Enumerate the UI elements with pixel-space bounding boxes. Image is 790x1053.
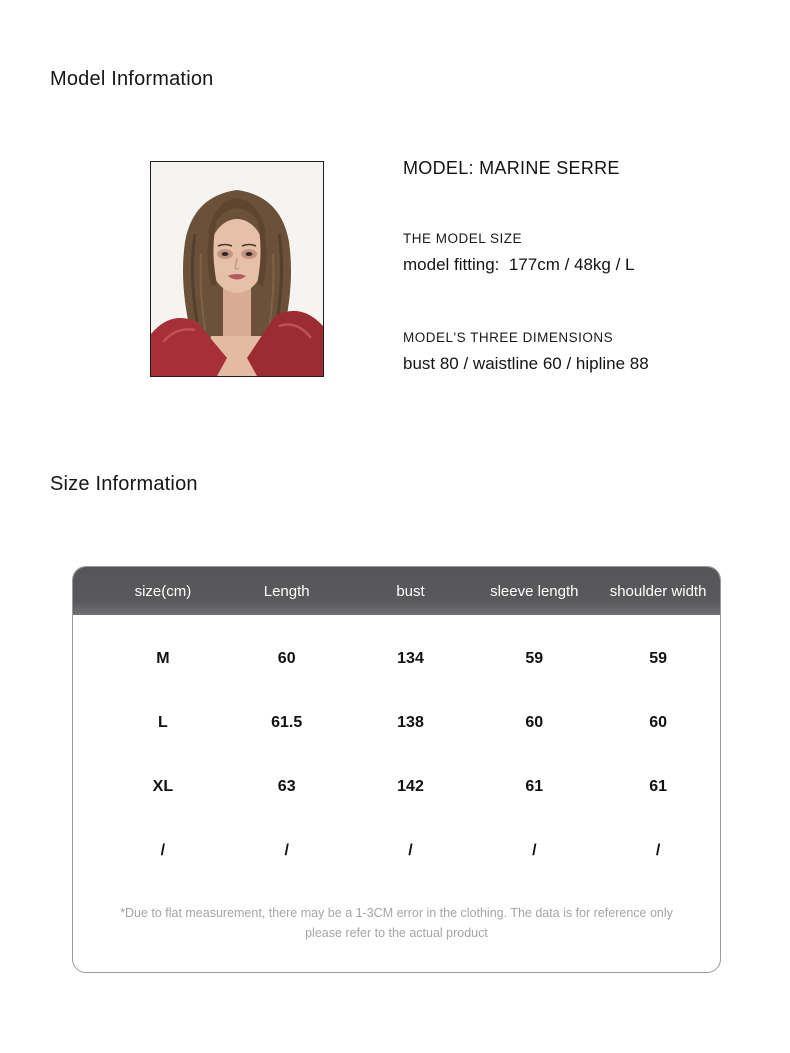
size-information-title: Size Information xyxy=(50,473,198,495)
size-cell: XL xyxy=(152,778,174,795)
model-portrait-image xyxy=(151,162,323,376)
size-cell: 134 xyxy=(397,650,424,667)
model-dimensions-value: bust 80 / waistline 60 / hipline 88 xyxy=(403,354,649,373)
size-cell: 61.5 xyxy=(271,714,303,731)
size-cell: / xyxy=(408,842,413,859)
size-cell: 61 xyxy=(649,778,667,795)
size-cell: 60 xyxy=(525,714,544,731)
size-cell: 60 xyxy=(277,650,296,667)
size-row-xl xyxy=(73,755,720,819)
size-cell: M xyxy=(156,650,170,667)
size-chart-header-row xyxy=(73,567,720,615)
column-header-shoulder-width: shoulder width xyxy=(609,582,707,600)
size-cell: 138 xyxy=(397,714,424,731)
measurement-disclaimer-line1: *Due to flat measurement, there may be a 1-3CM error in the clothing. The data is for reference only xyxy=(120,906,673,920)
model-size-label: THE MODEL SIZE xyxy=(403,231,523,246)
size-row-l xyxy=(73,691,720,755)
size-cell: / xyxy=(160,842,166,859)
size-chart-body xyxy=(73,615,720,883)
model-name-line: MODEL: MARINE SERRE xyxy=(403,158,620,178)
size-cell: 63 xyxy=(277,778,296,795)
size-cell: 142 xyxy=(397,778,424,795)
column-header-size: size(cm) xyxy=(134,582,192,600)
size-cell: L xyxy=(158,714,168,731)
measurement-disclaimer xyxy=(73,903,720,943)
size-row-empty xyxy=(73,819,720,883)
model-size-value: model fitting: 177cm / 48kg / L xyxy=(403,255,635,274)
model-dimensions-label: MODEL'S THREE DIMENSIONS xyxy=(403,330,614,345)
size-cell: 61 xyxy=(525,778,544,795)
size-cell: 59 xyxy=(525,650,544,667)
size-row-m xyxy=(73,627,720,691)
size-cell: 59 xyxy=(649,650,667,667)
column-header-bust: bust xyxy=(396,582,425,600)
column-header-sleeve-length: sleeve length xyxy=(490,582,579,600)
size-cell: / xyxy=(284,842,289,859)
size-chart-table xyxy=(72,566,721,973)
column-header-length: Length xyxy=(263,582,310,600)
size-cell: / xyxy=(532,842,537,859)
measurement-disclaimer-line2: please refer to the actual product xyxy=(305,926,488,940)
model-information-title: Model Information xyxy=(50,68,214,90)
model-photo xyxy=(150,161,324,377)
size-cell: / xyxy=(655,842,661,859)
size-cell: 60 xyxy=(649,714,667,731)
